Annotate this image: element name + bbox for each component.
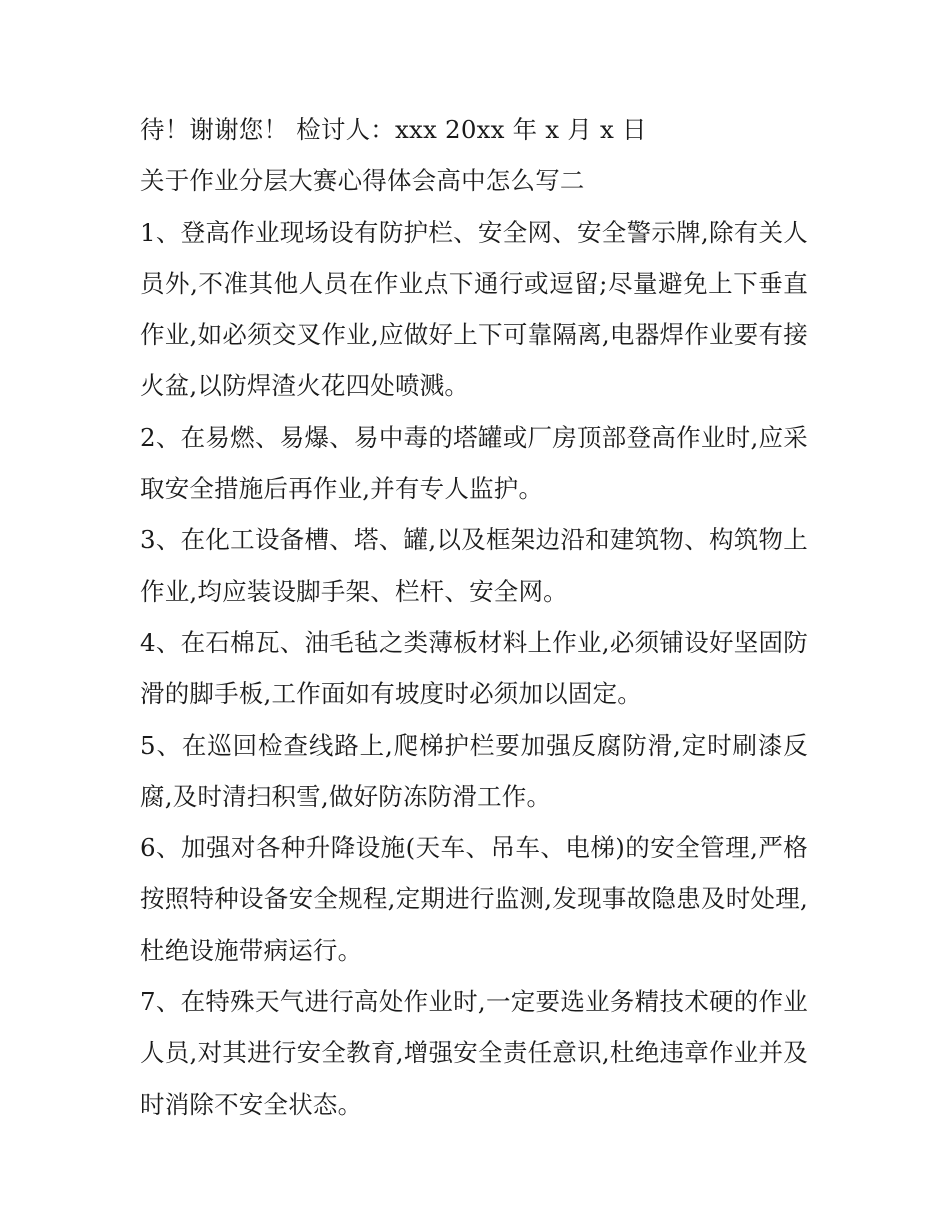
list-item: 3、在化工设备槽、塔、罐,以及框架边沿和建筑物、构筑物上作业,均应装设脚手架、栏杆、安全网。 [140, 525, 808, 606]
list-item: 5、在巡回检查线路上,爬梯护栏要加强反腐防滑,定时刷漆反腐,及时清扫积雪,做好防冻防滑工作。 [140, 730, 808, 811]
document-body [140, 104, 808, 1130]
closing-line: 待！谢谢您！ 检讨人：xxx 20xx 年 x 月 x 日 [140, 115, 647, 144]
list-item: 1、登高作业现场设有防护栏、安全网、安全警示牌,除有关人员外,不准其他人员在作业点下通行或逗留;尽量避免上下垂直作业,如必须交叉作业,应做好上下可靠隔离,电器焊作业要有接火盆,以防焊渣火花四处喷溅。 [140, 217, 808, 401]
list-item: 2、在易燃、易爆、易中毒的塔罐或厂房顶部登高作业时,应采取安全措施后再作业,并有专人监护。 [140, 422, 808, 504]
list-item: 7、在特殊天气进行高处作业时,一定要选业务精技术硬的作业人员,对其进行安全教育,增强安全责任意识,杜绝违章作业并及时消除不安全状态。 [140, 987, 808, 1119]
list-item: 4、在石棉瓦、油毛毡之类薄板材料上作业,必须铺设好坚固防滑的脚手板,工作面如有坡度时必须加以固定。 [140, 627, 808, 709]
list-item: 6、加强对各种升降设施(天车、吊车、电梯)的安全管理,严格按照特种设备安全规程,定期进行监测,发现事故隐患及时处理,杜绝设施带病运行。 [140, 833, 808, 965]
section-heading: 关于作业分层大赛心得体会高中怎么写二 [140, 166, 585, 196]
